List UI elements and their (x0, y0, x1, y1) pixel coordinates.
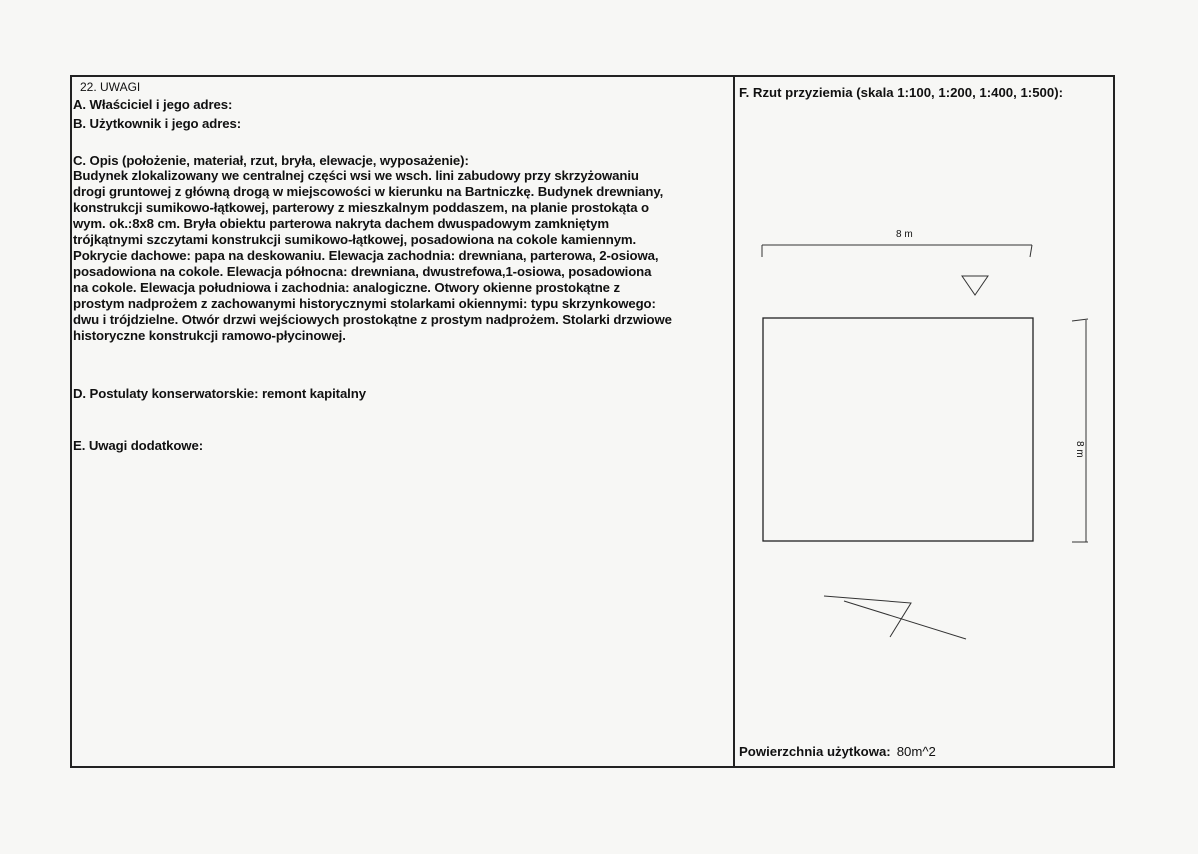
description-line: dwu i trójdzielne. Otwór drzwi wejściowych prostokątne z prostym nadprożem. Stolarki drzwiowe (73, 312, 672, 327)
postulates-field: D. Postulaty konserwatorskie: remont kapitalny (73, 386, 366, 401)
floor-plan-drawing (736, 215, 1112, 655)
user-field: B. Użytkownik i jego adres: (73, 116, 242, 131)
north-arrow-line (844, 601, 966, 639)
description-line: posadowiona na cokole. Elewacja północna: drewniana, dwustrefowa,1-osiowa, posadowiona (73, 264, 652, 279)
description-line: wym. ok.:8x8 cm. Bryła obiektu parterowa nakryta dachem dwuspadowym zamkniętym (73, 216, 610, 231)
description-line: drogi gruntowej z główną drogą w miejscowości w kierunku na Bartniczkę. Budynek drewniany, (73, 184, 664, 199)
width-dimension-label: 8 m (896, 229, 913, 240)
description-line: trójkątnymi szczytami konstrukcji sumikowo-łątkowej, posadowiona na cokole kamiennym. (73, 232, 637, 247)
description-line: Budynek zlokalizowany we centralnej części wsi we wsch. lini zabudowy przy skrzyżowaniu (73, 168, 639, 183)
plan-title: F. Rzut przyziemia (skala 1:100, 1:200, 1:400, 1:500): (739, 85, 1063, 100)
usable-area-value: 80m^2 (896, 744, 936, 759)
height-dimension-label: 8 m (1074, 441, 1085, 458)
entrance-triangle-icon (962, 276, 988, 295)
owner-field: A. Właściciel i jego adres: (73, 97, 233, 112)
description-line: konstrukcji sumikowo-łątkowej, parterowy z mieszkalnym poddaszem, na planie prostokąta o (73, 200, 650, 215)
column-divider (733, 75, 735, 768)
section-label: 22. UWAGI (80, 80, 141, 94)
description-line: historyczne konstrukcji ramowo-płycinowej. (73, 328, 346, 343)
north-arrow-icon (824, 596, 911, 637)
usable-area (739, 744, 936, 759)
notes-field: E. Uwagi dodatkowe: (73, 438, 203, 453)
description-line: Pokrycie dachowe: papa na deskowaniu. Elewacja zachodnia: drewniana, parterowa, 2-osiowa, (73, 248, 659, 263)
description-heading: C. Opis (położenie, materiał, rzut, bryła, elewacje, wyposażenie): (73, 153, 469, 168)
description-line: prostym nadprożem z zachowanymi historycznymi stolarkami okiennymi: typu skrzynkowego: (73, 296, 656, 311)
width-dimension-tick (1030, 245, 1032, 257)
usable-area-label: Powierzchnia użytkowa: (739, 744, 891, 759)
building-outline (763, 318, 1033, 541)
description-line: na cokole. Elewacja południowa i zachodnia: analogiczne. Otwory okienne prostokątne z (73, 280, 620, 295)
